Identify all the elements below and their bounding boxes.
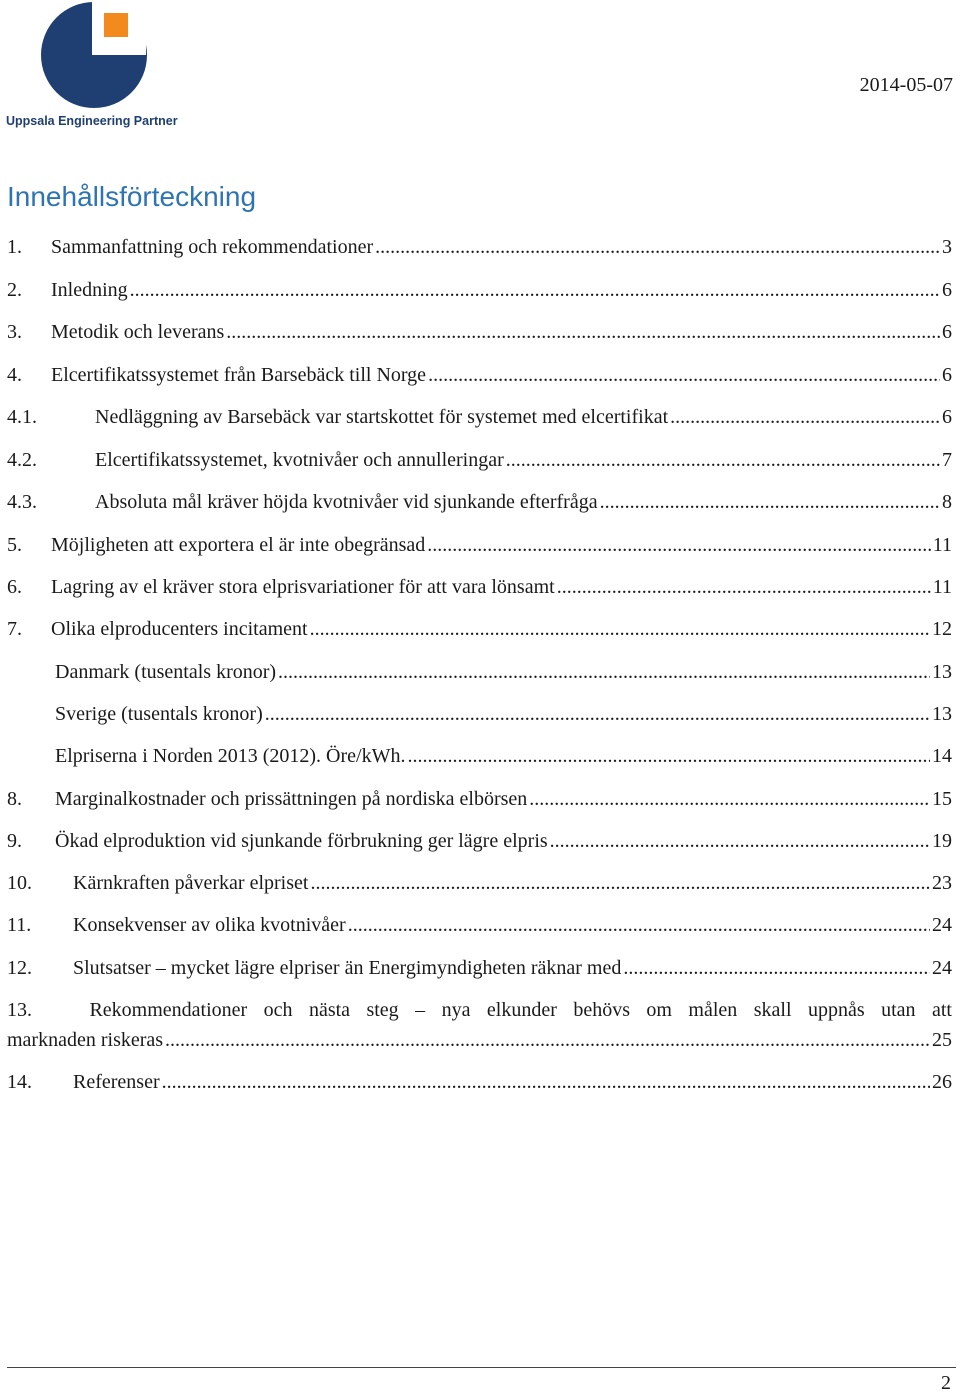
dot-leader — [670, 402, 940, 432]
toc-entry-4[interactable] — [7, 360, 952, 390]
toc-entry-4-1[interactable] — [7, 402, 952, 432]
toc-entry-sverige[interactable] — [55, 699, 952, 729]
dot-leader — [550, 826, 930, 856]
toc-entry-4-2[interactable] — [7, 445, 952, 475]
toc-entry-page: 24 — [932, 914, 952, 936]
toc-entry-title: Referenser — [73, 1071, 160, 1093]
toc-entry-number: 8. — [7, 788, 22, 810]
dot-leader — [162, 1067, 930, 1097]
toc-entry-10[interactable] — [7, 868, 952, 898]
toc-entry-9[interactable] — [7, 826, 952, 856]
toc-entry-page: 13 — [932, 661, 952, 683]
page-number: 2 — [941, 1372, 951, 1394]
toc-entry-title-word: och — [263, 999, 293, 1021]
toc-entry-2[interactable] — [7, 275, 952, 305]
toc-entry-title-word: om — [646, 999, 672, 1021]
dot-leader — [165, 1025, 930, 1055]
logo-orange-square-icon — [104, 13, 128, 37]
toc-entry-title: Möjligheten att exportera el är inte obegränsad — [51, 534, 426, 556]
toc-entry-title: Kärnkraften påverkar elpriset — [73, 872, 309, 894]
toc-entry-number: 4. — [7, 364, 22, 386]
dot-leader — [375, 232, 940, 262]
toc-entry-number: 4.2. — [7, 449, 37, 471]
toc-entry-number: 12. — [7, 957, 32, 979]
toc-entry-number: 6. — [7, 576, 22, 598]
dot-leader — [130, 275, 940, 305]
toc-entry-page: 7 — [942, 449, 952, 471]
toc-entry-title: Slutsatser – mycket lägre elpriser än Energimyndigheten räknar med — [73, 957, 622, 979]
dot-leader — [265, 699, 930, 729]
toc-entry-12[interactable] — [7, 953, 952, 983]
toc-entry-number: 5. — [7, 534, 22, 556]
toc-entry-3[interactable] — [7, 317, 952, 347]
toc-entry-page: 23 — [932, 872, 952, 894]
toc-entry-page: 19 — [932, 830, 952, 852]
toc-entry-title: Sammanfattning och rekommendationer — [51, 236, 374, 258]
toc-entry-page: 3 — [942, 236, 952, 258]
toc-entry-number: 13. — [7, 999, 32, 1021]
toc-entry-title: Marginalkostnader och prissättningen på nordiska elbörsen — [55, 788, 528, 810]
toc-entry-page: 6 — [942, 364, 952, 386]
dot-leader — [529, 784, 930, 814]
dot-leader — [310, 614, 930, 644]
dot-leader — [278, 657, 930, 687]
toc-entry-title-word: uppnås — [807, 999, 865, 1021]
toc-entry-title-word: nästa — [308, 999, 351, 1021]
toc-entry-11[interactable] — [7, 910, 952, 940]
toc-entry-title-word: elkunder — [486, 999, 557, 1021]
toc-entry-title-word: Rekommendationer — [89, 999, 248, 1021]
toc-entry-title: Sverige (tusentals kronor) — [55, 703, 263, 725]
toc-entry-page: 26 — [932, 1071, 952, 1093]
toc-entry-title: Elcertifikatssystemet, kvotnivåer och annulleringar — [95, 449, 504, 471]
toc-entry-title-word: skall — [753, 999, 792, 1021]
toc-entry-page: 12 — [932, 618, 952, 640]
toc-entry-number: 1. — [7, 236, 22, 258]
toc-entry-title: Inledning — [51, 279, 128, 301]
toc-entry-page: 15 — [932, 788, 952, 810]
toc-entry-title-word: målen — [688, 999, 738, 1021]
toc-entry-number: 10. — [7, 872, 32, 894]
toc-entry-1[interactable] — [7, 232, 952, 262]
toc-entry-title-word: att — [931, 999, 952, 1021]
toc-entry-danmark[interactable] — [55, 657, 952, 687]
dot-leader — [310, 868, 930, 898]
toc-entry-page: 8 — [942, 491, 952, 513]
toc-entry-title: Nedläggning av Barsebäck var startskottet för systemet med elcertifikat — [95, 406, 669, 428]
toc-entry-page: 6 — [942, 321, 952, 343]
toc-entry-title-word: nya — [441, 999, 471, 1021]
dot-leader — [348, 910, 930, 940]
toc-entry-page: 24 — [932, 957, 952, 979]
toc-entry-title: Elpriserna i Norden 2013 (2012). Öre/kWh. — [55, 745, 406, 767]
document-date: 2014-05-07 — [859, 74, 953, 96]
uppsala-engineering-partner-logo — [6, 0, 181, 132]
toc-entry-title-word: – — [415, 999, 426, 1021]
toc-entry-page: 6 — [942, 279, 952, 301]
toc-entry-number: 2. — [7, 279, 22, 301]
toc-entry-page: 6 — [942, 406, 952, 428]
toc-entry-number: 7. — [7, 618, 22, 640]
toc-entry-title: Absoluta mål kräver höjda kvotnivåer vid sjunkande efterfråga — [95, 491, 598, 513]
toc-entry-title: Konsekvenser av olika kvotnivåer — [73, 914, 346, 936]
toc-entry-title: Olika elproducenters incitament — [51, 618, 308, 640]
toc-entry-title-word: steg — [366, 999, 399, 1021]
toc-entry-page: 11 — [932, 534, 952, 556]
toc-entry-title: Elcertifikatssystemet från Barsebäck till Norge — [51, 364, 427, 386]
toc-entry-page: 13 — [932, 703, 952, 725]
toc-entry-title: Ökad elproduktion vid sjunkande förbrukning ger lägre elpris — [55, 830, 548, 852]
toc-entry-number: 4.3. — [7, 491, 37, 513]
toc-entry-number: 9. — [7, 830, 22, 852]
toc-entry-number: 4.1. — [7, 406, 37, 428]
toc-entry-title: marknaden riskeras — [7, 1029, 164, 1051]
toc-entry-page: 14 — [932, 745, 952, 767]
toc-entry-number: 11. — [7, 914, 32, 936]
toc-entry-number: 3. — [7, 321, 22, 343]
toc-entry-title: Danmark (tusentals kronor) — [55, 661, 277, 683]
dot-leader — [600, 487, 940, 517]
toc-entry-page: 11 — [932, 576, 952, 598]
toc-entry-title: Metodik och leverans — [51, 321, 225, 343]
footer-divider — [7, 1367, 956, 1368]
toc-entry-title-word: behövs — [573, 999, 630, 1021]
toc-entry-8[interactable] — [7, 784, 952, 814]
logo-text: Uppsala Engineering Partner — [6, 114, 178, 128]
toc-entry-title: Lagring av el kräver stora elprisvariationer för att vara lönsamt — [51, 576, 555, 598]
dot-leader — [407, 741, 930, 771]
dot-leader — [506, 445, 940, 475]
toc-entry-7[interactable] — [7, 614, 952, 644]
toc-title: Innehållsförteckning — [7, 181, 257, 212]
dot-leader — [226, 317, 940, 347]
toc-entry-13-line2[interactable] — [7, 1025, 952, 1055]
dot-leader — [623, 953, 930, 983]
toc-entry-number: 14. — [7, 1071, 32, 1093]
toc-entry-13-line1[interactable] — [7, 995, 952, 1025]
dot-leader — [427, 530, 930, 560]
toc-entry-page: 25 — [932, 1029, 952, 1051]
toc-entry-elpriserna[interactable] — [55, 741, 952, 771]
toc-entry-title-word: utan — [881, 999, 916, 1021]
dot-leader — [557, 572, 931, 602]
toc-entry-6[interactable] — [7, 572, 952, 602]
toc-entry-14[interactable] — [7, 1067, 952, 1097]
dot-leader — [428, 360, 940, 390]
toc-entry-5[interactable] — [7, 530, 952, 560]
toc-entry-4-3[interactable] — [7, 487, 952, 517]
